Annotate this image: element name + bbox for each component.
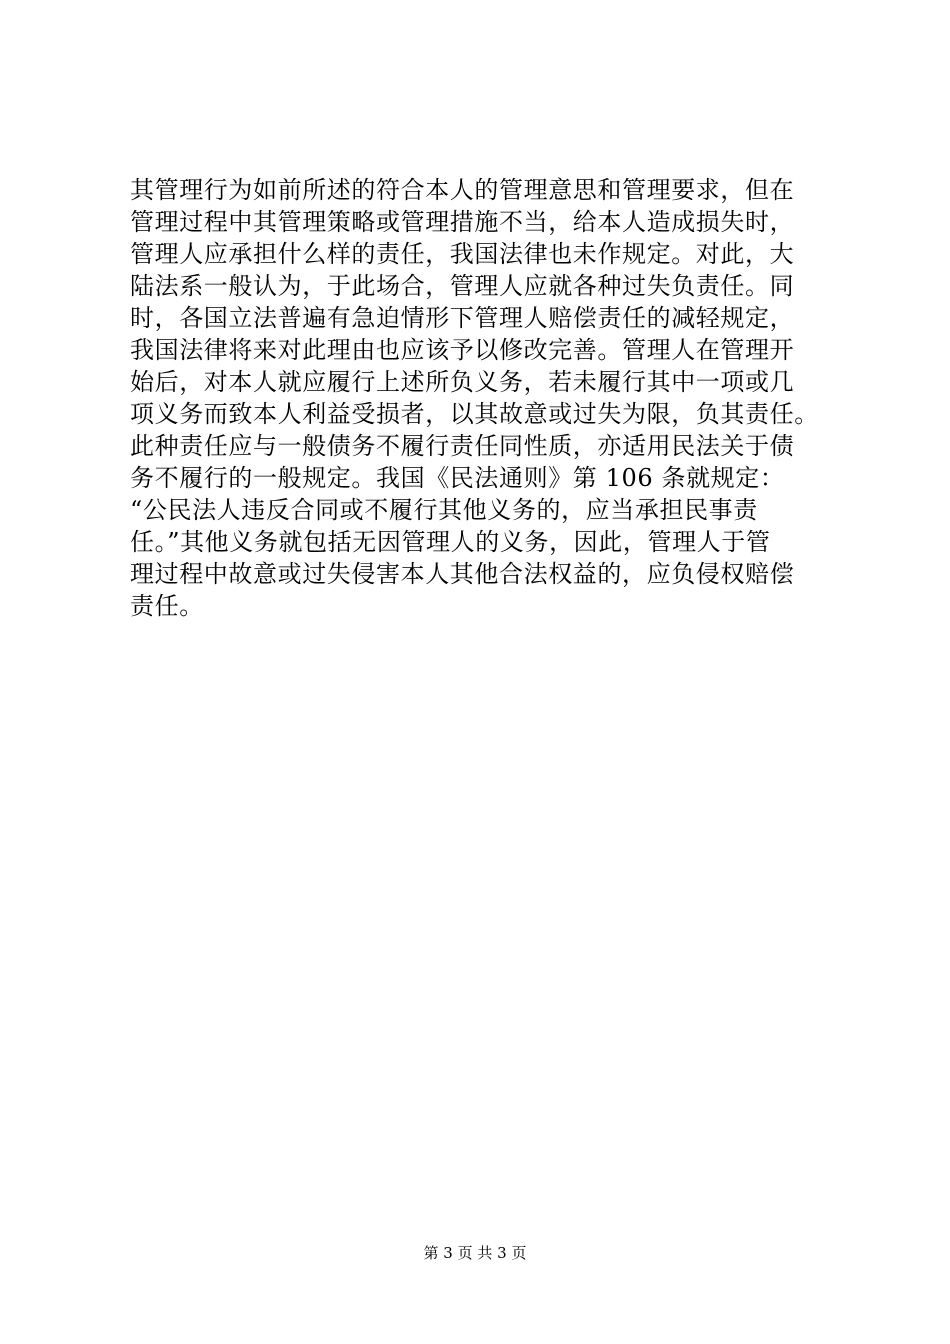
text-line: 管理过程中其管理策略或管理措施不当，给本人造成损失时， [130, 208, 795, 236]
text-line: 时，各国立法普遍有急迫情形下管理人赔偿责任的减轻规定， [130, 304, 795, 332]
text-line: 始后，对本人就应履行上述所负义务，若未履行其中一项或几 [130, 368, 795, 396]
page-number-footer: 第 3 页 共 3 页 [423, 1244, 527, 1262]
text-line: 此种责任应与一般债务不履行责任同性质，亦适用民法关于债 [130, 432, 795, 460]
text-line: 陆法系一般认为，于此场合，管理人应就各种过失负责任。同 [130, 272, 795, 300]
text-line: “公民法人违反合同或不履行其他义务的，应当承担民事责 [130, 496, 758, 524]
text-line: 务不履行的一般规定。我国《民法通则》第 106 条就规定： [130, 464, 785, 492]
text-line: 其管理行为如前所述的符合本人的管理意思和管理要求，但在 [130, 176, 795, 204]
text-line: 项义务而致本人利益受损者，以其故意或过失为限，负其责任。 [130, 400, 819, 428]
text-line: 管理人应承担什么样的责任，我国法律也未作规定。对此，大 [130, 240, 795, 268]
body-paragraph [130, 174, 850, 622]
text-line: 任。”其他义务就包括无因管理人的义务，因此，管理人于管 [130, 528, 771, 556]
text-line: 责任。 [130, 592, 204, 620]
text-line: 我国法律将来对此理由也应该予以修改完善。管理人在管理开 [130, 336, 795, 364]
text-line: 理过程中故意或过失侵害本人其他合法权益的，应负侵权赔偿 [130, 560, 795, 588]
